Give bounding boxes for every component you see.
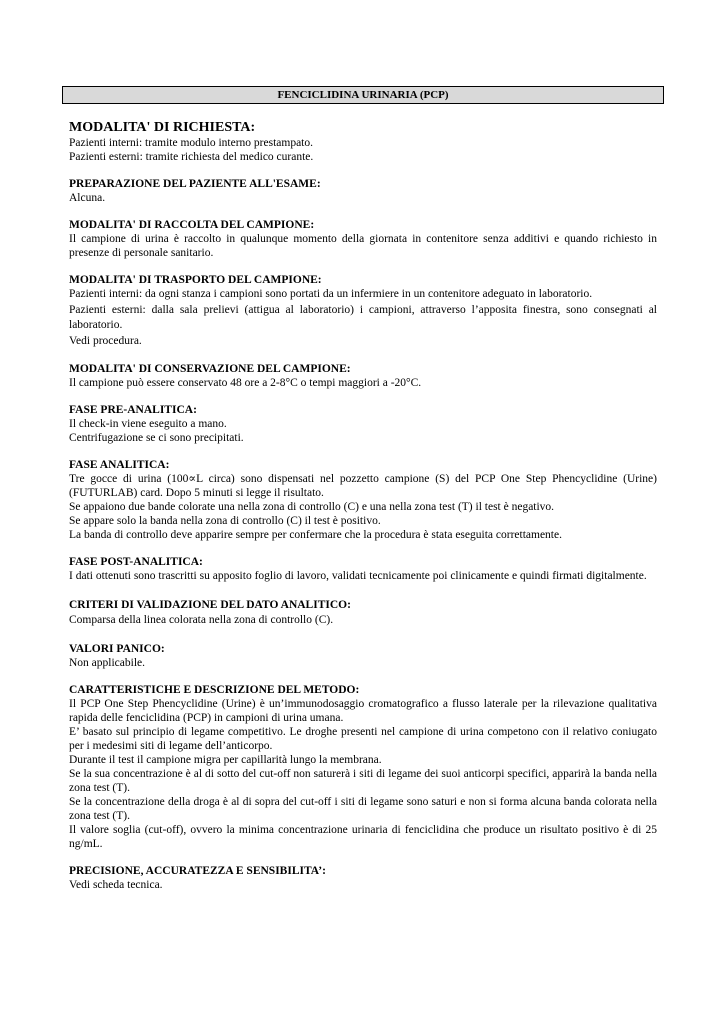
- section-line: E’ basato sul principio di legame competitivo. Le droghe presenti nel campione di urina competono con il relativo coniugato per i medesimi siti di legame dell’anticorpo.: [69, 725, 657, 752]
- section-analitica: [69, 458, 657, 542]
- section-line: Comparsa della linea colorata nella zona di controllo (C).: [69, 614, 334, 626]
- section-criteri: [69, 598, 657, 629]
- section-heading: MODALITA' DI RICHIESTA:: [69, 120, 256, 135]
- section-line: Centrifugazione se ci sono precipitati.: [69, 432, 244, 444]
- section-line: Tre gocce di urina (100∝L circa) sono dispensati nel pozzetto campione (S) del PCP One Step Phencyclidine (Urine) (FUTURLAB) card. Dopo 5 minuti si legge il risultato.: [69, 473, 657, 499]
- document-title: FENCICLIDINA URINARIA (PCP): [62, 86, 664, 104]
- section-line: Se la sua concentrazione è al di sotto del cut-off non saturerà i siti di legame dei suoi anticorpi specifici, apparirà la banda nella zona test (T).: [69, 767, 657, 794]
- section-heading: MODALITA' DI TRASPORTO DEL CAMPIONE:: [69, 274, 322, 286]
- section-line: Il PCP One Step Phencyclidine (Urine) è un’immunodosaggio cromatografico a flusso laterale per la rilevazione qualitativa rapida delle fenciclidina (PCP) in campioni di urina umana.: [69, 697, 657, 724]
- section-raccolta: [69, 218, 657, 260]
- section-line: Pazienti interni: da ogni stanza i campioni sono portati da un infermiere in un contenitore adeguato in laboratorio.: [69, 288, 593, 300]
- section-line: I dati ottenuti sono trascritti su apposito foglio di lavoro, validati tecnicamente poi clinicamente e quindi firmati digitalmente.: [69, 570, 647, 582]
- section-line: Pazienti esterni: tramite richiesta del medico curante.: [69, 151, 314, 163]
- section-line: Il campione può essere conservato 48 ore a 2-8°C o tempi maggiori a -20°C.: [69, 377, 422, 389]
- section-heading: FASE ANALITICA:: [69, 459, 170, 471]
- section-line: Pazienti esterni: dalla sala prelievi (attigua al laboratorio) i campioni, attraverso l’apposita finestra, sono consegnati al laboratorio.: [69, 303, 657, 331]
- section-line: La banda di controllo deve apparire sempre per confermare che la procedura è stata eseguita correttamente.: [69, 529, 562, 541]
- section-heading: MODALITA' DI RACCOLTA DEL CAMPIONE:: [69, 219, 315, 231]
- section-line: Pazienti interni: tramite modulo interno prestampato.: [69, 137, 313, 149]
- section-heading: VALORI PANICO:: [69, 642, 165, 655]
- section-heading: CRITERI DI VALIDAZIONE DEL DATO ANALITICO:: [69, 598, 351, 611]
- section-conservazione: [69, 362, 657, 390]
- section-line: Il check-in viene eseguito a mano.: [69, 418, 227, 430]
- section-line: Il valore soglia (cut-off), ovvero la minima concentrazione urinaria di fenciclidina che produce un risultato positivo è di 25 ng/mL.: [69, 823, 657, 850]
- section-richiesta: [69, 119, 657, 164]
- section-line: Vedi procedura.: [69, 334, 142, 347]
- section-line: Se appaiono due bande colorate una nella zona di controllo (C) e una nella zona test (T) il test è negativo.: [69, 501, 555, 513]
- section-line: Alcuna.: [69, 192, 106, 204]
- section-heading: CARATTERISTICHE E DESCRIZIONE DEL METODO:: [69, 683, 360, 696]
- section-panico: [69, 642, 657, 670]
- section-heading: PREPARAZIONE DEL PAZIENTE ALL'ESAME:: [69, 178, 321, 190]
- section-heading: PRECISIONE, ACCURATEZZA E SENSIBILITA’:: [69, 864, 326, 877]
- section-pre-analitica: [69, 403, 657, 445]
- section-line: Se appare solo la banda nella zona di controllo (C) il test è positivo.: [69, 515, 381, 527]
- section-line: Durante il test il campione migra per capillarità lungo la membrana.: [69, 753, 382, 766]
- section-heading: FASE PRE-ANALITICA:: [69, 404, 197, 416]
- section-heading: MODALITA' DI CONSERVAZIONE DEL CAMPIONE:: [69, 363, 351, 375]
- section-post-analitica: [69, 555, 657, 585]
- section-line: Vedi scheda tecnica.: [69, 878, 163, 891]
- section-preparazione: [69, 177, 657, 205]
- section-line: Non applicabile.: [69, 656, 146, 669]
- section-metodo: [69, 683, 657, 851]
- section-heading: FASE POST-ANALITICA:: [69, 556, 203, 568]
- section-precisione: [69, 864, 657, 892]
- section-line: Se la concentrazione della droga è al di sopra del cut-off i siti di legame sono saturi e non si forma alcuna banda colorata nella zona test (T).: [69, 795, 657, 822]
- document-body: [69, 119, 657, 905]
- section-trasporto: [69, 273, 657, 349]
- section-line: Il campione di urina è raccolto in qualunque momento della giornata in contenitore senza additivi e quando richiesto in presenze di personale sanitario.: [69, 233, 657, 259]
